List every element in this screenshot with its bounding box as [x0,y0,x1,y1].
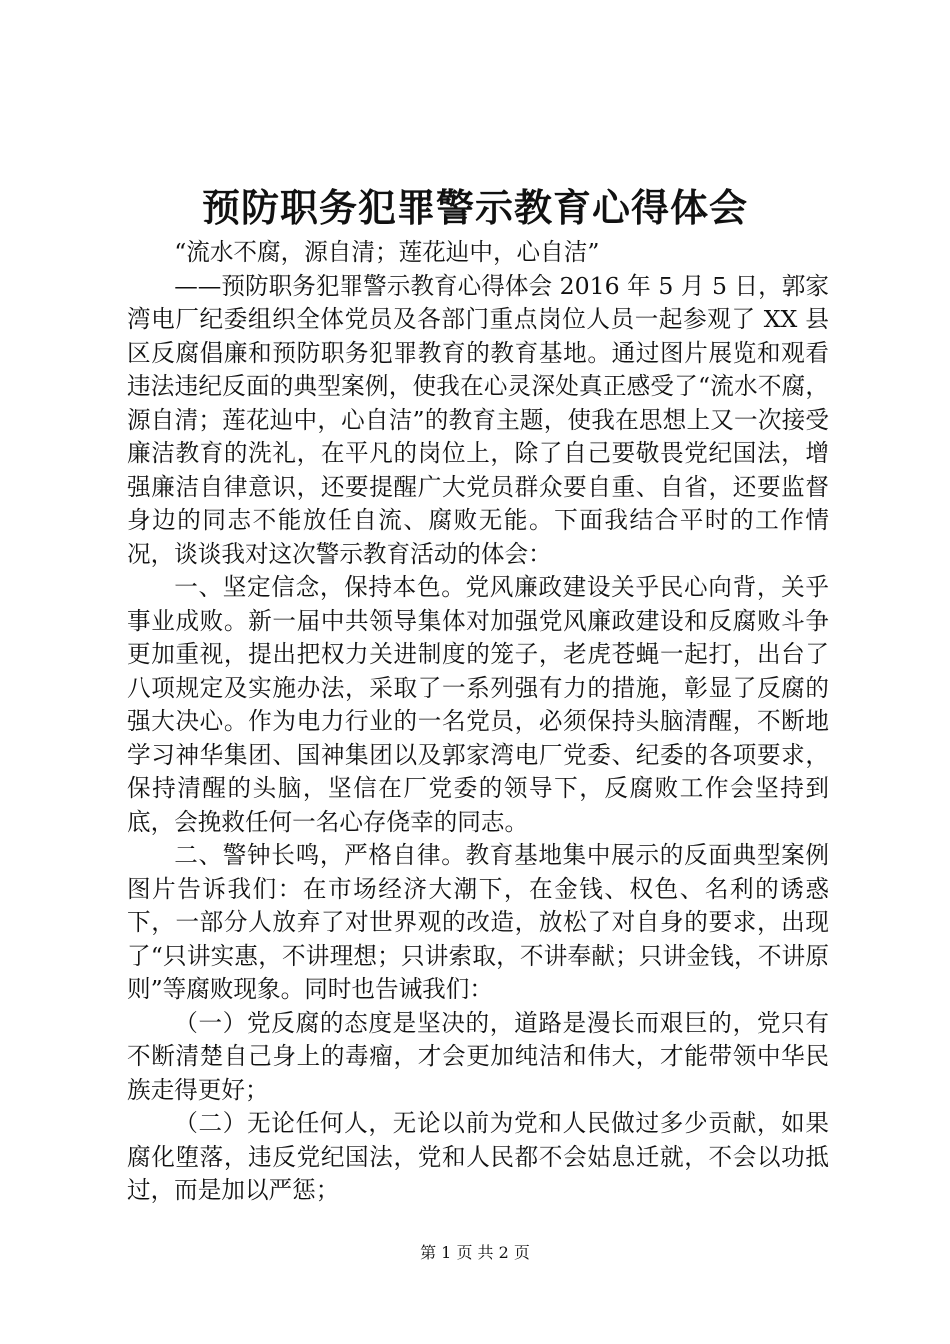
section-two-paragraph: 二、警钟长鸣，严格自律。教育基地集中展示的反面典型案例图片告诉我们：在市场经济大潮下，在金钱、权色、名利的诱惑下，一部分人放弃了对世界观的改造，放松了对自身的要求，出现了“只讲实惠，不讲理想；只讲索取，不讲奉献；只讲金钱，不讲原则”等腐败现象。同时也告诫我们： [127,841,829,1003]
intro-paragraph: ——预防职务犯罪警示教育心得体会 2016 年 5 月 5 日，郭家湾电厂纪委组织全体党员及各部门重点岗位人员一起参观了 XX 县区反腐倡廉和预防职务犯罪教育的教育基地。通过图片展览和观看违法违纪反面的典型案例，使我在心灵深处真正感受了“流水不腐，源自清；莲花辿中，心自洁”的教育主题，使我在思想上又一次接受廉洁教育的洗礼，在平凡的岗位上，除了自己要敬畏党纪国法，增强廉洁自律意识，还要提醒广大党员群众要自重、自省，还要监督身边的同志不能放任自流、腐败无能。下面我结合平时的工作情况，谈谈我对这次警示教育活动的体会： [127,271,829,568]
document-title: 预防职务犯罪警示教育心得体会 [201,185,748,230]
point-one-paragraph: （一）党反腐的态度是坚决的，道路是漫长而艰巨的，党只有不断清楚自己身上的毒瘤，才会更加纯洁和伟大，才能带领中华民族走得更好； [127,1008,829,1104]
section-one-paragraph: 一、坚定信念，保持本色。党风廉政建设关乎民心向背，关乎事业成败。新一届中共领导集体对加强党风廉政建设和反腐败斗争更加重视，提出把权力关进制度的笼子，老虎苍蝇一起打，出台了八项规定及实施办法，采取了一系列强有力的措施，彰显了反腐的强大决心。作为电力行业的一名党员，必须保持头脑清醒，不断地学习神华集团、国神集团以及郭家湾电厂党委、纪委的各项要求，保持清醒的头脑，坚信在厂党委的领导下，反腐败工作会坚持到底，会挽救任何一名心存侥幸的同志。 [127,573,829,836]
point-two-paragraph: （二）无论任何人，无论以前为党和人民做过多少贡献，如果腐化堕落，违反党纪国法，党和人民都不会姑息迁就，不会以功抵过，而是加以严惩； [127,1109,829,1204]
document-body [127,236,829,1208]
quote-paragraph: “流水不腐，源自清；莲花辿中，心自洁” [174,238,600,266]
page-footer: 第 1 页 共 2 页 [420,1243,530,1262]
